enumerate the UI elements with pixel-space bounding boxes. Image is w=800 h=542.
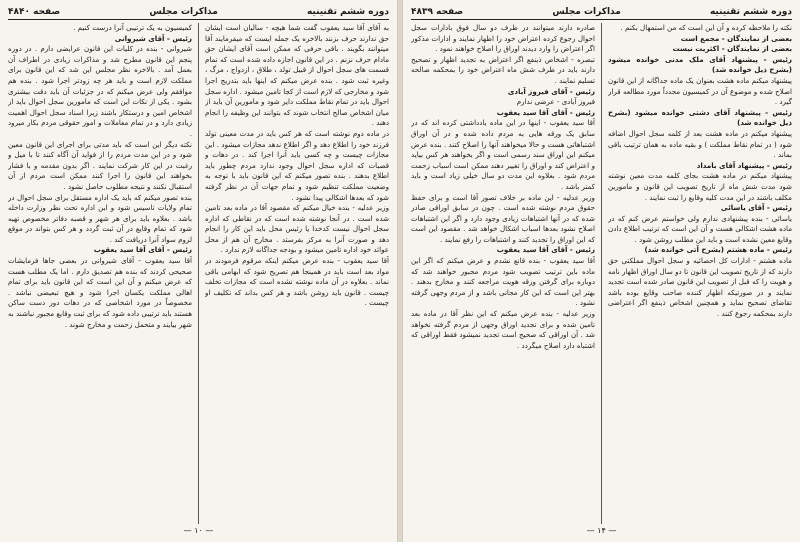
- paragraph: وزیر عدلیه - این ماده بر خلاف تصور آقا است و برای حفظ حقوق مردم نوشته شده است . چون در سابق اوراقی صادر شده که در آنها اشتباهات زیادی وجود دارد و اگر این اشتباهات اصلاح نشود بعدها اسباب اشکال خواهد شد . مقصود این است که این اوراق را تجدید کنند و اشتباهات را رفع نمایند .: [411, 192, 595, 244]
- right-page-header: [411, 5, 792, 20]
- paragraph: رئیس - آقای آقا سید یعقوب: [496, 107, 595, 117]
- paragraph: نکته را ملاحظه کرده و آن این است که من استمهال بکنم .: [620, 23, 792, 32]
- paragraph: رئیس - آقای یاسائی: [720, 203, 792, 213]
- paragraph: رئیس - پیشنهاد آقای بامداد: [696, 160, 792, 170]
- paragraph: رئیس - آقای شیروانی: [114, 33, 192, 43]
- paragraph: پیشنهاد میکنم ماده هشت بعنوان یک ماده جداگانه از این قانون اصلاح شده و موضوع آن در کمیسیون مجدداً مورد مطالعه قرار گیرد .: [608, 75, 792, 107]
- session-label: دوره ششم تقنینیه: [709, 7, 792, 17]
- paragraph: رئیس - پیشنهاد آقای ملک مدنی خوانده میشود (بشرح ذیل خوانده شد): [608, 54, 792, 75]
- paragraph: در ماده دوم نوشته است که هر کس باید در مدت معینی تولد فرزند خود را اطلاع دهد و اگر اطلاع ندهد مجازات میشود . این مجازات چیست و چه کسی باید آنرا اجرا کند . در دهات و قصبات که اداره سجل احوال وجود ندارد مردم چطور باید اطلاع بدهند . بنده تصور میکنم که این قانون باید با توجه به وضعیت مملکت تنظیم شود و تمام جهات آن در نظر گرفته شود که بعدها اشکالی پیدا نشود .: [205, 128, 389, 202]
- paragraph: به آقای آقا سید یعقوب گفت شما هیچه - سالیان است ایشان حق ندارند حرف بزنند بالاخره یک جمله ایست که میفرمایند آقا میتوانند بگویند . باقی حرفی که ممکن است آقای ایشان حق مادام حرف نزنم . در این قانون اجازه داده شده است که تمام قسمت های سجل احوال از قبیل تولد ، طلاق ، ازدواج ، مرگ ، وغیره ثبت شود . بنده عرض میکنم که اینها باید بتدریج اجرا شود و مخارجی که لازم است از کجا تامین میشود . اداره سجل احوال باید در تمام نقاط مملکت دایر شود و مامورین آن باید از میان اشخاص صالح انتخاب شوند که بتوانند این وظیفه را انجام دهند .: [205, 23, 389, 128]
- paragraph: پیشنهاد میکنم در ماده هشت بجای کلمه مدت معین نوشته شود مدت شش ماه از تاریخ تصویب این قانون و مامورین مکلف باشند در این مدت کلیه وقایع را ثبت نمایند .: [608, 171, 792, 202]
- paragraph: آقا سید یعقوب - آقای شیروانی در بعضی جاها فرمایشات صحیحی کردند که بنده هم تصدیق دارم . اما یک مطلب هست که عرض میکنم و آن این است که این قانون باید برای تمام اهالی مملکت یکسان اجرا شود و هیچ تبعیضی نباشد . مخصوصاً در مورد اشخاصی که در دهات دور دست ساکن هستند باید ترتیبی داده شود که برای ثبت وقایع مجبور نباشند به شهر بیایند و متحمل زحمت و مخارج شوند .: [8, 256, 192, 329]
- left-page-header: [8, 5, 389, 20]
- page-label: صفحه ۴۸۴۰: [8, 7, 61, 17]
- paragraph: بعضی از نمایندگان - مجمع است: [680, 33, 792, 43]
- right-page: [402, 0, 800, 542]
- paragraph: رئیس - پیشنهاد آقای دشتی خوانده میشود (بشرح ذیل خوانده شد): [608, 107, 792, 128]
- paragraph: بنده تصور میکنم که باید یک اداره مستقل برای سجل احوال در تمام ولایات تاسیس شود و این اداره تحت نظر وزارت داخله باشد . بعلاوه باید برای هر شهر و قصبه دفاتر مخصوص تهیه شود که تمام وقایع در آن ثبت گردد و هر کس بتواند در موقع لزوم سواد آنرا دریافت کند .: [8, 192, 192, 244]
- paragraph: آقا سید یعقوب - بنده قانع نشدم و عرض میکنم که اگر این ماده باین ترتیب تصویب شود مردم مجبور خواهند شد که دوباره برای گرفتن ورقه هویت مراجعه کنند و مخارج بدهند . بهتر این است که این کار مجانی باشد و از مردم وجهی گرفته نشود .: [411, 256, 595, 308]
- paragraph: رئیس - آقای آقا سید یعقوب: [93, 245, 192, 255]
- center-title: مذاکرات مجلس: [552, 7, 621, 17]
- session-label: دوره ششم تقنینیه: [306, 7, 389, 17]
- paragraph: پیشنهاد میکنم در ماده هشت بعد از کلمه سجل احوال اضافه شود ( در تمام نقاط مملکت ) و بقیه ماده به همان ترتیب باقی بماند .: [608, 128, 792, 160]
- left-page: [0, 0, 398, 542]
- left-page-columns: [8, 23, 389, 524]
- column-divider: [601, 23, 602, 524]
- paragraph: رئیس - ماده هشتم (بشرح آتی خوانده شد): [644, 245, 792, 255]
- page-label: صفحه ۴۸۳۹: [411, 7, 464, 17]
- paragraph: بعضی از نمایندگان - اکثریت نیست: [672, 44, 792, 54]
- text-column-left: [8, 23, 192, 524]
- paragraph: فیروز آبادی - عرضی ندارم: [516, 97, 595, 107]
- paragraph: کمیسیون به یک ترتیبی آنرا درست کنیم .: [73, 23, 192, 32]
- paragraph: آقا سید یعقوب - اینها در این ماده یادداشتی کرده اند که در سابق یک ورقه هایی به مردم داده شده و در آن اوراق اشتباهاتی هست و حالا میخواهند آنها را اصلاح کنند . بنده عرض میکنم این اوراق سند رسمی است و اگر بخواهند هر کس بیاید و اعتراض کند و اوراق را تغییر دهند ممکن است اسباب زحمت مردم شود . بعلاوه این مدت دو سال خیلی زیاد است و باید کمتر باشد .: [411, 118, 595, 191]
- paragraph: تبصره - اشخاص ذینفع اگر اعتراض به تجدید اظهار و تصحیح دارند باید در ظرف شش ماه اعتراض خود را بمحکمه صالحه تسلیم نمایند .: [411, 54, 595, 85]
- text-column-left: [411, 23, 595, 524]
- paragraph: نکته دیگر این است که باید مدتی برای اجرای این قانون معین شود و در این مدت مردم را از فواید آن آگاه کنند تا با میل و رغبت در این کار شرکت نمایند . اگر بدون مقدمه و با فشار بخواهند این قانون را اجرا کنند ممکن است مردم از آن استقبال نکنند و نتیجه مطلوب حاصل نشود .: [8, 139, 192, 191]
- paragraph: رئیس - آقای فیروز آبادی: [507, 86, 595, 96]
- text-column-right: [608, 23, 792, 524]
- paragraph: وزیر عدلیه - بنده خیال میکنم که مقصود آقا در ماده بعد تامین شده است . در آنجا نوشته شده است که در نقاطی که اداره سجل احوال نیست کدخدا یا رئیس محل باید این کار را انجام دهد و صورت آنرا به مرکز بفرستد . مخارج آن هم از محل عوائد خود اداره تامین میشود و بودجه جداگانه لازم ندارد .: [205, 203, 389, 255]
- paragraph: شیروانی - بنده در کلیات این قانون عرایضی دارم . در دوره پنجم این قانون مطرح شد و مذاکرات زیادی در اطراف آن بعمل آمد . بالاخره نظر مجلس این شد که این قانون برای مملکت لازم است و باید هر چه زودتر اجرا شود . بنده هم موافقم ولی عرض میکنم که در جزئیات آن باید دقت بیشتری بشود . یکی از نکات این است که مامورین سجل احوال باید از اشخاص امین و درستکار باشند زیرا اسناد سجل احوال اهمیت زیادی دارد و در تمام معاملات و امور حقوقی مردم بکار میرود .: [8, 44, 192, 138]
- text-column-right: [205, 23, 389, 524]
- paragraph: وزیر عدلیه - بنده عرض میکنم که این نظر آقا در ماده بعد تامین شده و برای تجدید اوراق وجهی از مردم گرفته نخواهد شد . آن اوراقی که صحیح است تجدید نمیشود فقط اوراقی که اشتباه دارد اصلاح میگردد .: [411, 309, 595, 350]
- paragraph: ماده هشتم - ادارات کل احصائیه و سجل احوال مملکتی حق دارند که از تاریخ تصویب این قانون تا دو سال اوراق اظهار نامه و هویت را که قبل از تصویب این قانون صادر شده است تجدید نمایند و در صورتیکه اظهار کننده صاحب وقایع بوده باشد تقاضای تصحیح نماید و همچنین اشخاص ذینفع اگر اعتراضی دارند بمحکمه رجوع کنند .: [608, 256, 792, 319]
- page-footer: — ۱۴ —: [586, 526, 617, 535]
- paragraph: صادره دارند میتوانند در ظرف دو سال فوق بادارات سجل احوال رجوع کرده اعتراض خود را اظهار نمایند و ادارات مذکور اگر اعتراض را وارد دیدند اوراق را اصلاح خواهند نمود .: [411, 23, 595, 54]
- page-footer: — ۱۰ —: [183, 526, 214, 535]
- center-title: مذاکرات مجلس: [149, 7, 218, 17]
- paragraph: آقا سید یعقوب - بنده عرض میکنم اینکه مرقوم فرمودند در مواد بعد است باید در همینجا هم تصریح شود که ابهامی باقی نماند . بعلاوه در آن ماده نوشته نشده است که مجازات تخلف چیست . قانون باید روشن باشد و هر کس بداند که تکلیف او چیست .: [205, 256, 389, 308]
- paragraph: رئیس - آقای آقا سید یعقوب: [496, 245, 595, 255]
- column-divider: [198, 23, 199, 524]
- right-page-columns: [411, 23, 792, 524]
- paragraph: یاسائی - بنده پیشنهادی ندارم ولی خواستم عرض کنم که در ماده هشت اشکالی هست و آن این است که ترتیب اطلاع دادن وقایع معین نشده است و باید این مطلب روشن شود .: [608, 213, 792, 244]
